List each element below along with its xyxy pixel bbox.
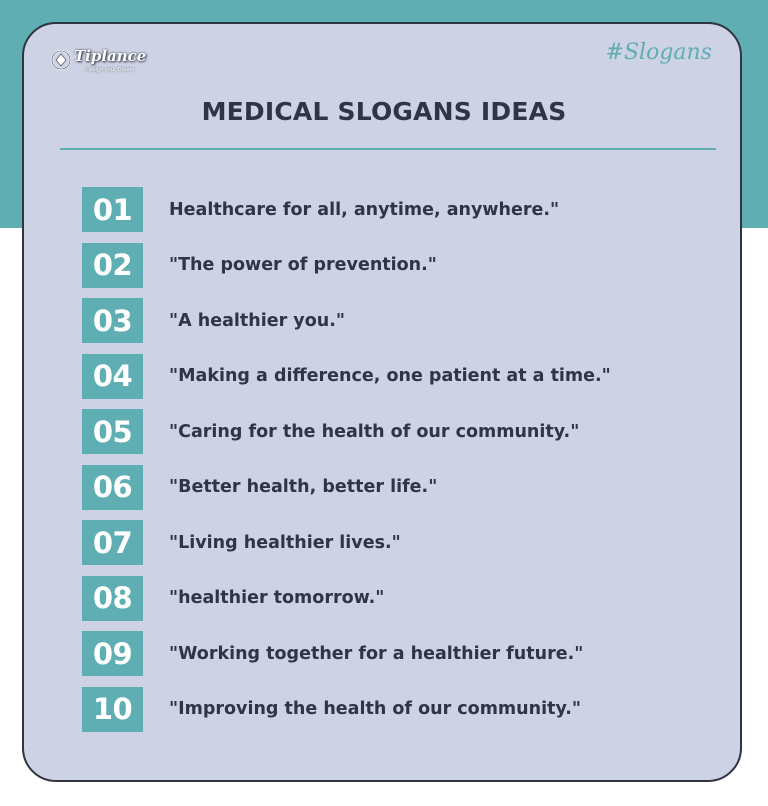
brand-logo (50, 45, 150, 73)
slogan-text: Healthcare for all, anytime, anywhere." (169, 199, 560, 220)
slogan-item (82, 631, 722, 676)
slogan-item (82, 576, 722, 621)
slogan-text: "Living healthier lives." (169, 532, 401, 553)
slogan-number-badge: 10 (82, 687, 143, 732)
slogan-item (82, 409, 722, 454)
slogan-text: "Making a difference, one patient at a time." (169, 366, 611, 386)
slogan-number-badge: 07 (82, 520, 143, 565)
logo-mark-icon (50, 49, 72, 71)
slogan-item (82, 187, 722, 232)
hashtag-label: #Slogans (605, 40, 712, 65)
slogan-number-badge: 05 (82, 409, 143, 454)
slogan-list (82, 187, 722, 742)
slogan-item (82, 520, 722, 565)
slogan-text: "Working together for a healthier future." (169, 643, 584, 664)
brand-name: Tiplance (74, 47, 147, 65)
title-divider (60, 148, 716, 150)
slogan-text: "Better health, better life." (169, 477, 438, 497)
slogan-number-badge: 01 (82, 187, 143, 232)
slogan-number-badge: 08 (82, 576, 143, 621)
slogan-text: "A healthier you." (169, 310, 345, 331)
slogan-number-badge: 04 (82, 354, 143, 399)
page-title: MEDICAL SLOGANS IDEAS (201, 97, 567, 126)
brand-tagline: Design your Dream (86, 67, 135, 73)
slogan-number-badge: 03 (82, 298, 143, 343)
slogan-item (82, 354, 722, 399)
slogan-item (82, 298, 722, 343)
slogan-item (82, 687, 722, 732)
slogan-item (82, 465, 722, 510)
slogan-number-badge: 06 (82, 465, 143, 510)
slogan-text: "healthier tomorrow." (169, 588, 385, 608)
slogan-number-badge: 09 (82, 631, 143, 676)
slogan-item (82, 243, 722, 288)
slogan-text: "The power of prevention." (169, 255, 437, 275)
slogan-number-badge: 02 (82, 243, 143, 288)
slogan-text: "Caring for the health of our community." (169, 421, 580, 442)
slogan-text: "Improving the health of our community." (169, 699, 582, 719)
